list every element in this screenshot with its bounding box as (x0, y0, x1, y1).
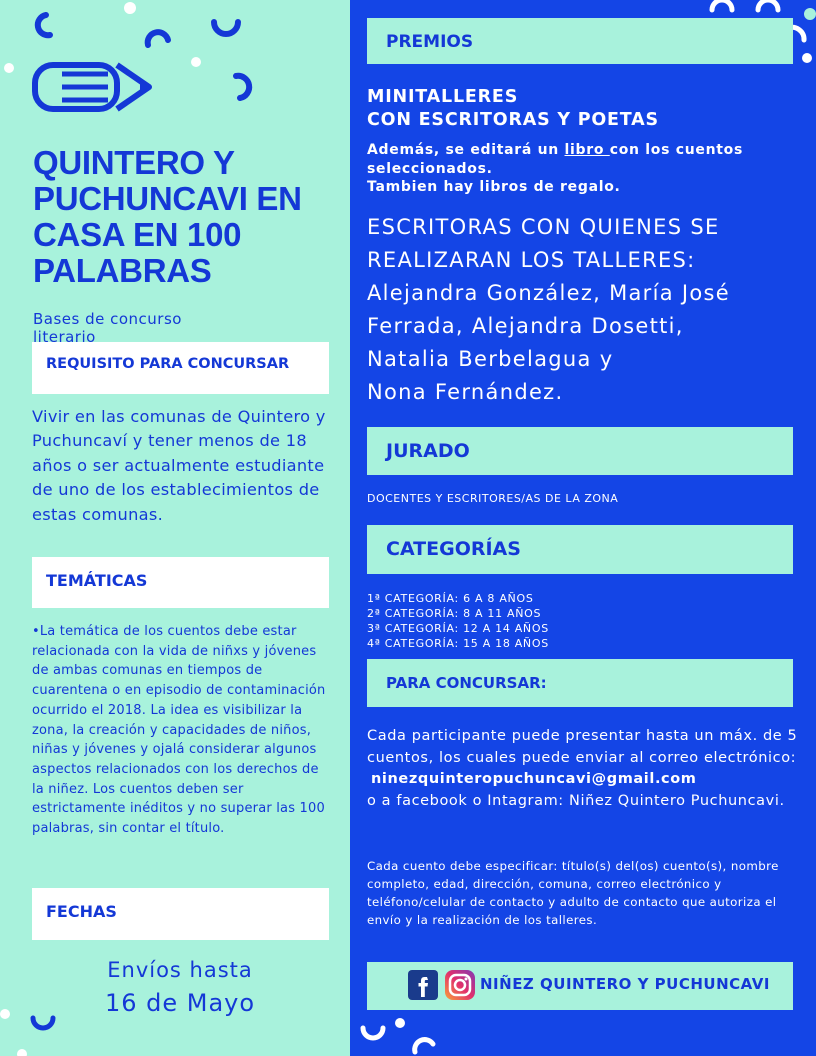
title-line: QUINTERO Y (33, 144, 235, 181)
concursar-line: Cada participante puede presentar hasta un máx. de 5 cuentos, los cuales puede enviar al correo electrónico: (367, 728, 798, 766)
escritoras-text (367, 211, 807, 409)
decorative-shapes-bottom-right (355, 1010, 816, 1056)
title-line: PALABRAS (33, 252, 212, 289)
categorias-list (367, 591, 549, 651)
facebook-icon[interactable] (408, 970, 438, 1000)
pencil-icon (32, 60, 154, 116)
minitalleres-line: CON ESCRITORAS Y POETAS (367, 110, 659, 130)
concursar-text (367, 726, 807, 812)
minitalleres-line: MINITALLERES (367, 87, 519, 107)
concursar-details: Cada cuento debe especificar: título(s) del(os) cuento(s), nombre completo, edad, dirección, comuna, correo electrónico y teléfono/celular de contacto y adulto de contacto que autoriza el envío y la realización de los talleres. (367, 859, 779, 927)
para-concursar-heading: PARA CONCURSAR: (386, 674, 547, 692)
escritoras-line: Natalia Berbelagua y (367, 347, 614, 371)
jurado-heading: JURADO (386, 440, 470, 462)
jurado-text: DOCENTES Y ESCRITORES/AS DE LA ZONA (367, 492, 619, 505)
minitalleres-text (367, 86, 787, 132)
escritoras-line: REALIZARAN LOS TALLERES: (367, 248, 696, 272)
categoria-item: 2ª CATEGORÍA: 8 A 11 AÑOS (367, 607, 542, 620)
tematicas-text: •La temática de los cuentos debe estar relacionada con la vida de niñxs y jóvenes de ambas comunas en tiempos de cuarentena o en episodio de contaminación ocurrido el 2018. La idea es visibilizar la zona, la creación y capacidades de niños, niñas y jóvenes y ojalá considerar algunos aspectos relacionados con los derechos de la niñez. Los cuentos deben ser estrictamente inéditos y no superar las 100 palabras, sin contar el título. (32, 624, 326, 837)
escritoras-line: Ferrada, Alejandra Dosetti, (367, 314, 684, 338)
categorias-heading: CATEGORÍAS (386, 538, 521, 560)
fechas-line: Envíos hasta (107, 958, 253, 982)
page-title (33, 145, 333, 289)
email-link[interactable]: ninezquinteropuchuncavi@gmail.com (371, 771, 697, 787)
libro-link[interactable]: libro (564, 142, 610, 158)
escritoras-line: Nona Fernández. (367, 380, 564, 404)
escritoras-line: ESCRITORAS CON QUIENES SE (367, 215, 720, 239)
categoria-item: 3ª CATEGORÍA: 12 A 14 AÑOS (367, 622, 549, 635)
escritoras-line: Alejandra González, María José (367, 281, 730, 305)
tematicas-heading: TEMÁTICAS (46, 571, 148, 590)
subtitle: Bases de concurso literario (33, 310, 182, 342)
decorative-shapes-bottom-left (0, 1000, 120, 1056)
requisito-heading: REQUISITO PARA CONCURSAR (46, 356, 290, 372)
fechas-line: 16 de Mayo (104, 989, 256, 1017)
requisito-text: Vivir en las comunas de Quintero y Puchuncaví y tener menos de 18 años o ser actualmente estudiante de uno de los establecimientos de estas comunas. (32, 407, 326, 524)
title-line: CASA EN 100 (33, 216, 242, 253)
categoria-item: 1ª CATEGORÍA: 6 A 8 AÑOS (367, 592, 534, 605)
ademas-text-end: con los cuentos seleccionados. (367, 142, 743, 177)
premios-heading: PREMIOS (386, 32, 474, 52)
ademas-text: Además, se editará un (367, 142, 565, 158)
title-line: PUCHUNCAVI EN (33, 180, 302, 217)
concursar-social: o a facebook o Intagram: Niñez Quintero Puchuncavi. (367, 792, 785, 809)
instagram-icon[interactable] (444, 969, 476, 1001)
regalo-text: Tambien hay libros de regalo. (367, 179, 621, 195)
fechas-heading: FECHAS (46, 902, 117, 921)
categoria-item: 4ª CATEGORÍA: 15 A 18 AÑOS (367, 637, 549, 650)
footer-label: NIÑEZ QUINTERO Y PUCHUNCAVI (480, 975, 770, 993)
premios-details (367, 141, 807, 197)
